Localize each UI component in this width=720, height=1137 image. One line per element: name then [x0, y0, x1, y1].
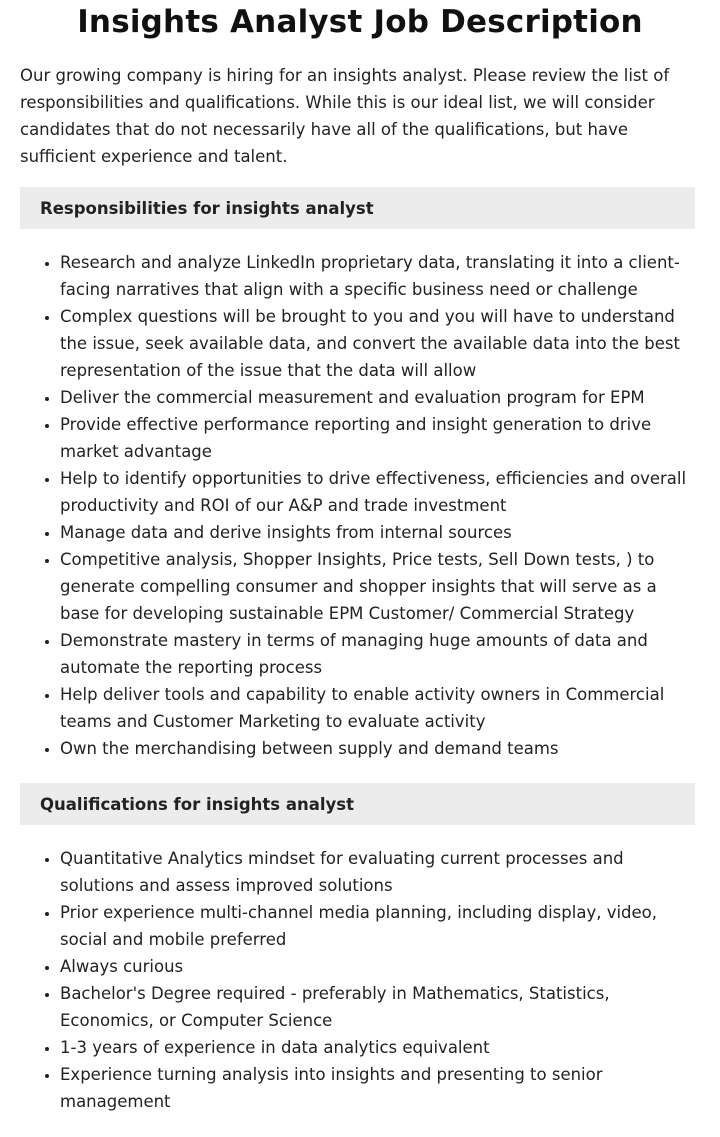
page-title: Insights Analyst Job Description — [77, 4, 643, 40]
list-item: • Help deliver tools and capability to enable activity owners in Commercial teams and Customer Marketing to evaluate activity — [60, 681, 695, 735]
list-item: • 1-3 years of experience in data analytics equivalent — [60, 1034, 695, 1061]
qualifications-heading: Qualifications for insights analyst — [40, 794, 354, 814]
list-item: • Always curious — [60, 953, 695, 980]
responsibilities-header — [20, 187, 695, 229]
list-item: • Research and analyze LinkedIn proprietary data, translating it into a client-facing narratives that align with a specific business need or challenge — [60, 249, 695, 303]
list-item: • Bachelor's Degree required - preferably in Mathematics, Statistics, Economics, or Computer Science — [60, 980, 695, 1034]
intro-paragraph: Our growing company is hiring for an insights analyst. Please review the list of responsibilities and qualifications. While this is our ideal list, we will consider candidates that do not necessarily have all of the qualifications, but have sufficient experience and talent. — [20, 66, 670, 166]
qualifications-header — [20, 783, 695, 825]
list-item: • Deliver the commercial measurement and evaluation program for EPM — [60, 384, 695, 411]
list-item: • Quantitative Analytics mindset for evaluating current processes and solutions and assess improved solutions — [60, 845, 695, 899]
responsibilities-list — [20, 249, 695, 762]
list-item: • Complex questions will be brought to you and you will have to understand the issue, seek available data, and convert the available data into the best representation of the issue that the data will allow — [60, 303, 695, 384]
list-item: • Manage data and derive insights from internal sources — [60, 519, 695, 546]
list-item: • Experience turning analysis into insights and presenting to senior management — [60, 1061, 695, 1115]
list-item: • Provide effective performance reporting and insight generation to drive market advantage — [60, 411, 695, 465]
list-item: • Own the merchandising between supply and demand teams — [60, 735, 695, 762]
responsibilities-heading: Responsibilities for insights analyst — [40, 198, 374, 218]
qualifications-list — [20, 845, 695, 1115]
list-item: • Competitive analysis, Shopper Insights, Price tests, Sell Down tests, ) to generate compelling consumer and shopper insights that will serve as a base for developing sustainable EPM Customer/ Commercial Strategy — [60, 546, 695, 627]
list-item: • Prior experience multi-channel media planning, including display, video, social and mobile preferred — [60, 899, 695, 953]
list-item: • Help to identify opportunities to drive effectiveness, efficiencies and overall productivity and ROI of our A&P and trade investment — [60, 465, 695, 519]
list-item: • Demonstrate mastery in terms of managing huge amounts of data and automate the reporting process — [60, 627, 695, 681]
